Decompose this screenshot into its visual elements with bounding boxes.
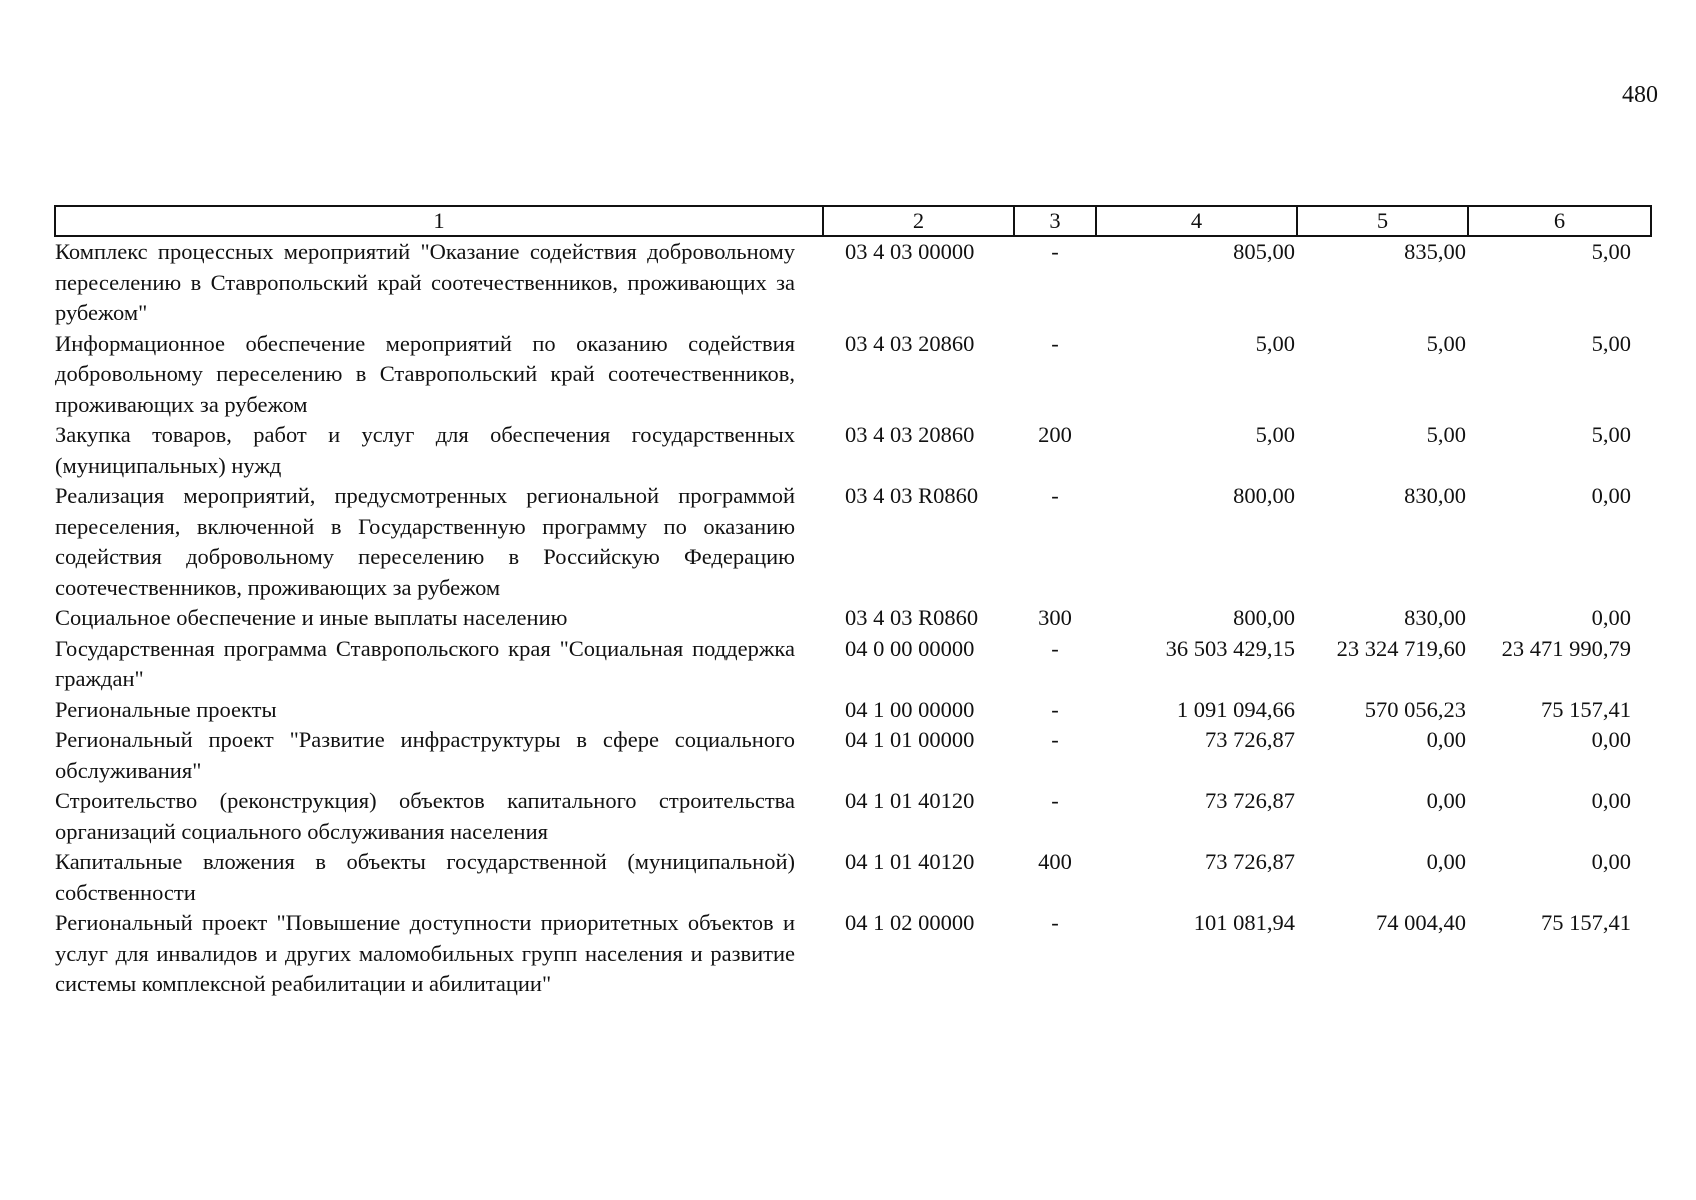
row-name: Строительство (реконструкция) объектов капитального строительства организаций социального обслуживания населения (55, 788, 795, 844)
row-expense-type: 400 (1038, 849, 1072, 874)
row-value-col6: 75 157,41 (1541, 696, 1631, 722)
row-code: 03 4 03 20860 (845, 422, 975, 447)
row-name: Информационное обеспечение мероприятий по оказанию содействия добровольному переселению в Ставропольский край соотечественников, проживающих за рубежом (55, 330, 795, 417)
row-code: 04 1 00 00000 (845, 696, 975, 722)
column-header: 6 (1468, 206, 1651, 236)
table-row (55, 695, 1651, 726)
row-value-col4: 73 726,87 (1205, 788, 1295, 813)
row-name: Региональные проекты (55, 696, 277, 722)
row-code: 04 1 01 40120 (845, 788, 975, 813)
row-code: 03 4 03 R0860 (845, 605, 979, 630)
row-value-col6: 5,00 (1591, 422, 1631, 447)
table-row (55, 786, 1651, 847)
table-row (55, 634, 1651, 695)
row-expense-type: 300 (1038, 605, 1072, 630)
row-value-col5: 5,00 (1426, 330, 1466, 356)
row-expense-type: - (1051, 239, 1059, 264)
row-code: 03 4 03 00000 (845, 239, 975, 264)
row-name: Региональный проект "Повышение доступности приоритетных объектов и услуг для инвалидов и других маломобильных групп населения и развитие системы комплексной реабилитации и абилитации" (55, 910, 795, 996)
row-value-col6: 75 157,41 (1541, 910, 1631, 935)
row-value-col4: 73 726,87 (1205, 849, 1295, 874)
row-name: Региональный проект "Развитие инфраструктуры в сфере социального обслуживания" (55, 727, 795, 783)
row-value-col5: 835,00 (1404, 239, 1466, 264)
table-row (55, 908, 1651, 1000)
column-header: 3 (1014, 206, 1096, 236)
row-value-col4: 800,00 (1233, 483, 1295, 508)
row-value-col6: 0,00 (1591, 727, 1631, 752)
table-body (55, 236, 1651, 1000)
row-value-col6: 23 471 990,79 (1501, 635, 1631, 661)
table-row (55, 420, 1651, 481)
table-row (55, 329, 1651, 421)
table-row (55, 603, 1651, 634)
row-expense-type: - (1051, 910, 1059, 935)
row-name: Социальное обеспечение и иные выплаты населению (55, 605, 568, 630)
row-value-col5: 570 056,23 (1364, 696, 1466, 722)
row-value-col5: 0,00 (1426, 788, 1466, 813)
row-expense-type: - (1051, 727, 1059, 752)
row-name: Капитальные вложения в объекты государственной (муниципальной) собственности (55, 849, 795, 905)
row-value-col5: 0,00 (1426, 727, 1466, 752)
row-name: Закупка товаров, работ и услуг для обеспечения государственных (муниципальных) нужд (55, 422, 795, 478)
row-value-col5: 830,00 (1404, 483, 1466, 508)
table-header (55, 206, 1651, 236)
row-code: 04 1 02 00000 (845, 910, 975, 935)
row-expense-type: - (1051, 483, 1059, 508)
row-value-col4: 5,00 (1255, 422, 1295, 447)
row-name: Комплекс процессных мероприятий "Оказание содействия добровольному переселению в Ставропольский край соотечественников, проживающих за рубежом" (55, 239, 795, 325)
row-value-col4: 73 726,87 (1205, 727, 1295, 752)
row-value-col4: 101 081,94 (1193, 910, 1295, 935)
row-value-col5: 23 324 719,60 (1336, 635, 1466, 661)
budget-table (54, 205, 1652, 1000)
table-row (55, 725, 1651, 786)
row-value-col5: 74 004,40 (1376, 910, 1466, 935)
row-expense-type: - (1051, 330, 1059, 356)
column-header: 2 (823, 206, 1014, 236)
row-value-col4: 1 091 094,66 (1176, 696, 1295, 722)
row-name: Государственная программа Ставропольского края "Социальная поддержка граждан" (55, 635, 795, 691)
page-number: 480 (1622, 82, 1658, 108)
table-row (55, 481, 1651, 603)
row-value-col4: 800,00 (1233, 605, 1295, 630)
row-value-col6: 5,00 (1591, 239, 1631, 264)
row-value-col6: 0,00 (1591, 483, 1631, 508)
row-value-col5: 830,00 (1404, 605, 1466, 630)
table-row (55, 847, 1651, 908)
row-code: 03 4 03 20860 (845, 330, 975, 356)
row-code: 04 1 01 40120 (845, 849, 975, 874)
column-header: 4 (1096, 206, 1297, 236)
column-header: 5 (1297, 206, 1468, 236)
row-code: 04 1 01 00000 (845, 727, 975, 752)
row-value-col6: 0,00 (1591, 849, 1631, 874)
row-value-col5: 0,00 (1426, 849, 1466, 874)
row-expense-type: - (1051, 635, 1059, 661)
row-expense-type: - (1051, 788, 1059, 813)
row-value-col4: 805,00 (1233, 239, 1295, 264)
header-row (55, 206, 1651, 236)
row-code: 04 0 00 00000 (845, 635, 975, 661)
row-value-col5: 5,00 (1426, 422, 1466, 447)
row-expense-type: 200 (1038, 422, 1072, 447)
row-value-col6: 0,00 (1591, 605, 1631, 630)
row-value-col4: 36 503 429,15 (1165, 635, 1295, 661)
row-value-col6: 5,00 (1591, 330, 1631, 356)
row-name: Реализация мероприятий, предусмотренных региональной программой переселения, включенной в Государственную программу по оказанию содействия добровольному переселению в Российскую Федерацию соотечественников, проживающих за рубежом (55, 483, 795, 600)
row-value-col4: 5,00 (1255, 330, 1295, 356)
column-header: 1 (55, 206, 823, 236)
row-code: 03 4 03 R0860 (845, 483, 979, 508)
table-row (55, 236, 1651, 329)
row-value-col6: 0,00 (1591, 788, 1631, 813)
row-expense-type: - (1051, 696, 1059, 722)
